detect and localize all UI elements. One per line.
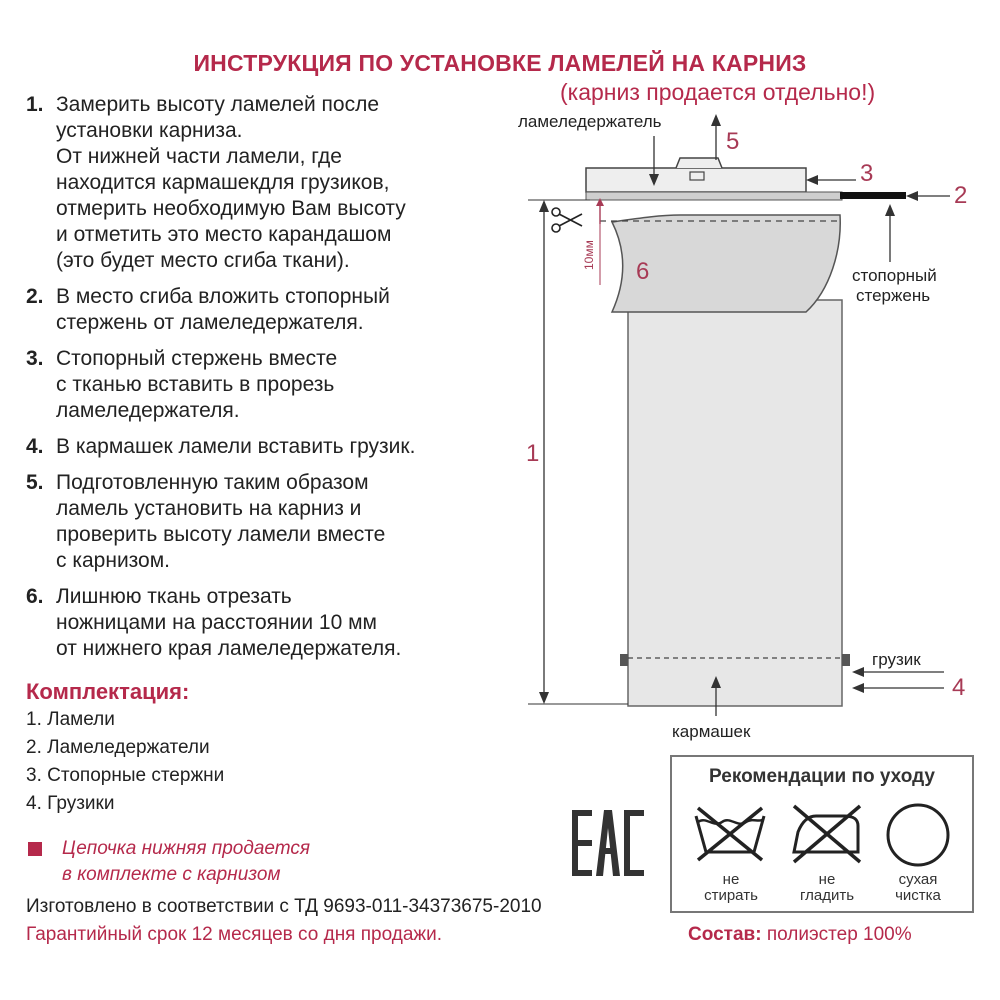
page-subtitle: (карниз продается отдельно!)	[560, 79, 876, 105]
kit-item: 3. Стопорные стержни	[26, 765, 225, 786]
number-3: 3	[860, 160, 874, 187]
care-title: Рекомендации по уходу	[709, 766, 935, 787]
number-4: 4	[952, 674, 966, 701]
kit-item: 1. Ламели	[26, 709, 115, 730]
step-number: 6.	[26, 585, 44, 608]
dry-clean-label: сухая чистка	[895, 871, 941, 904]
step-number: 2.	[26, 285, 44, 308]
no-wash-icon	[690, 802, 772, 864]
number-1: 1	[526, 440, 540, 467]
eac-mark	[572, 810, 644, 876]
step-number: 1.	[26, 93, 44, 116]
stopper-rod	[840, 192, 906, 199]
no-iron-label: не гладить	[799, 871, 855, 904]
kit-title: Комплектация:	[26, 679, 190, 704]
composition	[688, 924, 912, 946]
warranty-text: Гарантийный срок 12 месяцев со дня продажи.	[26, 924, 443, 945]
step-text: Лишнюю ткань отрезать ножницами на расстоянии 10 мм от нижнего края ламеледержателя.	[56, 585, 402, 660]
holder-hook	[676, 158, 722, 168]
scissors-icon	[552, 208, 582, 232]
dry-clean-icon	[882, 802, 954, 868]
weight-right	[842, 654, 850, 666]
standard-text: Изготовлено в соответствии с ТД 9693-011-34373675-2010	[26, 896, 542, 917]
holder-bottom	[586, 192, 842, 200]
kit-item: 2. Ламеледержатели	[26, 737, 210, 758]
gap-label: 10мм	[582, 240, 596, 270]
page-title: ИНСТРУКЦИЯ ПО УСТАНОВКЕ ЛАМЕЛЕЙ НА КАРНИЗ	[193, 50, 807, 76]
weight-label: грузик	[872, 650, 921, 669]
kit-item: 4. Грузики	[26, 793, 115, 814]
step-number: 5.	[26, 471, 44, 494]
rod-label-1: стопорный	[852, 266, 937, 285]
composition-value: полиэстер 100%	[766, 924, 912, 945]
step-number: 4.	[26, 435, 44, 458]
number-2: 2	[954, 182, 968, 209]
step-text: Стопорный стержень вместе с тканью вставить в прорезь ламеледержателя.	[56, 347, 338, 422]
number-6: 6	[636, 258, 650, 285]
step-number: 3.	[26, 347, 44, 370]
chain-note: Цепочка нижняя продается в комплекте с карнизом	[62, 838, 311, 885]
step-text: В кармашек ламели вставить грузик.	[56, 435, 416, 458]
composition-label: Состав:	[688, 924, 762, 945]
rod-label-2: стержень	[856, 286, 931, 305]
no-iron-icon	[786, 802, 868, 864]
no-wash-label: не стирать	[704, 871, 758, 904]
weight-left	[620, 654, 628, 666]
pocket-label: кармашек	[672, 722, 751, 741]
step-text: Замерить высоту ламелей после установки карниза. От нижней части ламели, где находится кармашекдля грузиков, отмерить необходимую Вам высоту и отметить это место карандашом (это будет место сгиба ткани).	[56, 93, 406, 272]
step-text: Подготовленную таким образом ламель установить на карниз и проверить высоту ламели вместе с карнизом.	[56, 471, 386, 572]
number-5: 5	[726, 128, 740, 155]
step-text: В место сгиба вложить стопорный стержень от ламеледержателя.	[56, 285, 390, 334]
slat-fabric	[628, 300, 842, 706]
holder-label: ламеледержатель	[518, 112, 662, 131]
